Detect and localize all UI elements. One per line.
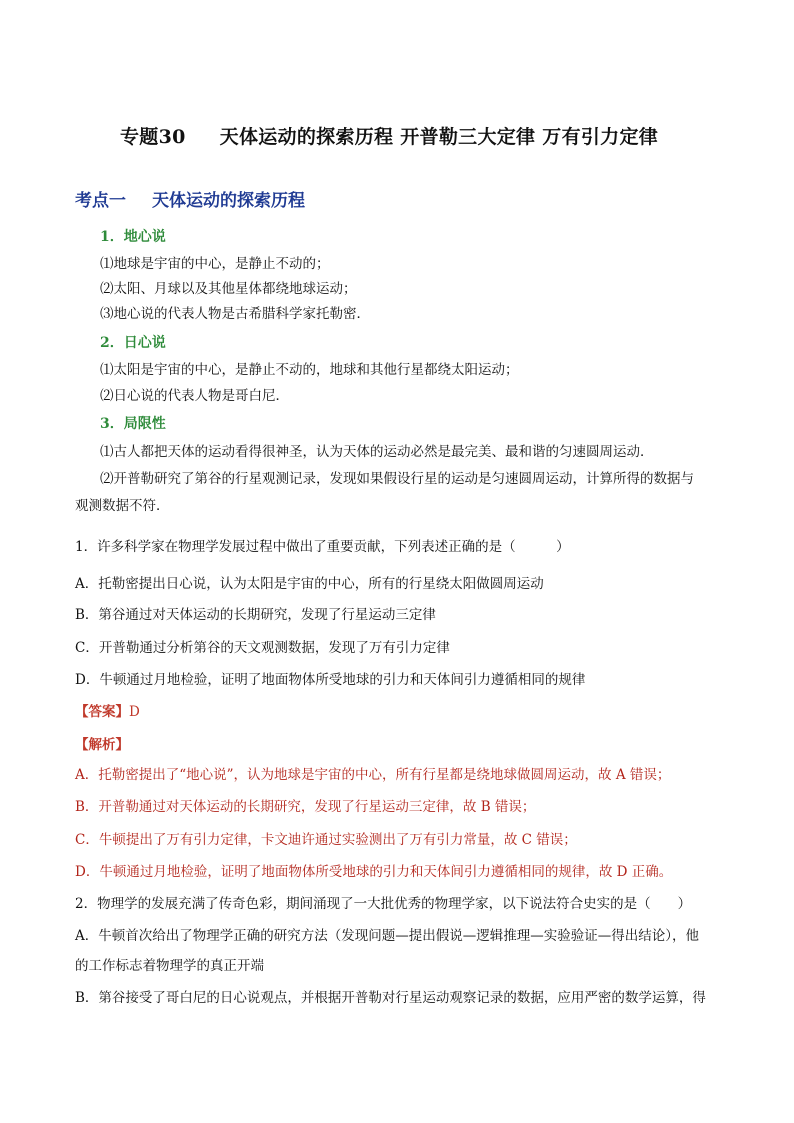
subsection-heading-heliocentric: 2．日心说 <box>100 335 166 351</box>
analysis-line-d: D．牛顿通过月地检验，证明了地面物体所受地球的引力和天体间引力遵循相同的规律，故 D 正确。 <box>75 864 673 880</box>
question-1-option-b: B．第谷通过对天体运动的长期研究，发现了行星运动三定律 <box>75 607 436 623</box>
subsection-heading-limitations: 3．局限性 <box>100 416 166 432</box>
title-prefix: 专题30 <box>120 126 186 148</box>
question-1-option-a: A．托勒密提出日心说，认为太阳是宇宙的中心，所有的行星绕太阳做圆周运动 <box>75 576 544 592</box>
answer-line <box>75 700 140 720</box>
subsection-heading-geocentric: 1．地心说 <box>100 229 166 245</box>
question-1-stem: 1．许多科学家在物理学发展过程中做出了重要贡献，下列表述正确的是（ ） <box>75 539 570 555</box>
answer-label: 【答案】 <box>75 704 129 720</box>
text-line: ⑶地心说的代表人物是古希腊科学家托勒密． <box>100 306 370 322</box>
analysis-line-b: B．开普勒通过对天体运动的长期研究，发现了行星运动三定律，故 B 错误； <box>75 799 536 815</box>
page-title <box>120 122 760 149</box>
question-2-option-a: A．牛顿首次给出了物理学正确的研究方法（发现问题—提出假说—逻辑推理—实验验证—得出结论），他 <box>75 928 699 944</box>
analysis-label: 【解析】 <box>75 737 129 753</box>
text-line: ⑵开普勒研究了第谷的行星观测记录，发现如果假设行星的运动是匀速圆周运动，计算所得的数据与 <box>100 471 694 487</box>
question-2-option-b: B．第谷接受了哥白尼的日心说观点，并根据开普勒对行星运动观察记录的数据，应用严密的数学运算，得 <box>75 990 706 1006</box>
text-line: ⑵太阳、月球以及其他星体都绕地球运动； <box>100 281 357 297</box>
section-label: 考点一 <box>75 191 126 211</box>
text-line: ⑴古人都把天体的运动看得很神圣，认为天体的运动必然是最完美、最和谐的匀速圆周运动． <box>100 444 654 460</box>
question-2-stem: 2．物理学的发展充满了传奇色彩，期间涌现了一大批优秀的物理学家，以下说法符合史实的是（ ） <box>75 896 692 912</box>
section-heading <box>75 186 305 211</box>
text-line: ⑵日心说的代表人物是哥白尼． <box>100 388 289 404</box>
answer-value: D <box>129 704 140 720</box>
question-1-option-c: C．开普勒通过分析第谷的天文观测数据，发现了万有引力定律 <box>75 640 450 656</box>
analysis-line-a: A．托勒密提出了“地心说”，认为地球是宇宙的中心，所有行星都是绕地球做圆周运动，故 A 错误； <box>75 767 671 783</box>
section-title: 天体运动的探索历程 <box>152 191 305 211</box>
text-line: 观测数据不符． <box>75 498 170 514</box>
text-line: ⑴地球是宇宙的中心，是静止不动的； <box>100 256 330 272</box>
title-main: 天体运动的探索历程 开普勒三大定律 万有引力定律 <box>219 126 659 148</box>
text-line: ⑴太阳是宇宙的中心，是静止不动的，地球和其他行星都绕太阳运动； <box>100 362 519 378</box>
question-2-option-a-cont: 的工作标志着物理学的真正开端 <box>75 958 264 974</box>
analysis-line-c: C．牛顿提出了万有引力定律，卡文迪许通过实验测出了万有引力常量，故 C 错误； <box>75 832 577 848</box>
question-1-option-d: D．牛顿通过月地检验，证明了地面物体所受地球的引力和天体间引力遵循相同的规律 <box>75 672 586 688</box>
